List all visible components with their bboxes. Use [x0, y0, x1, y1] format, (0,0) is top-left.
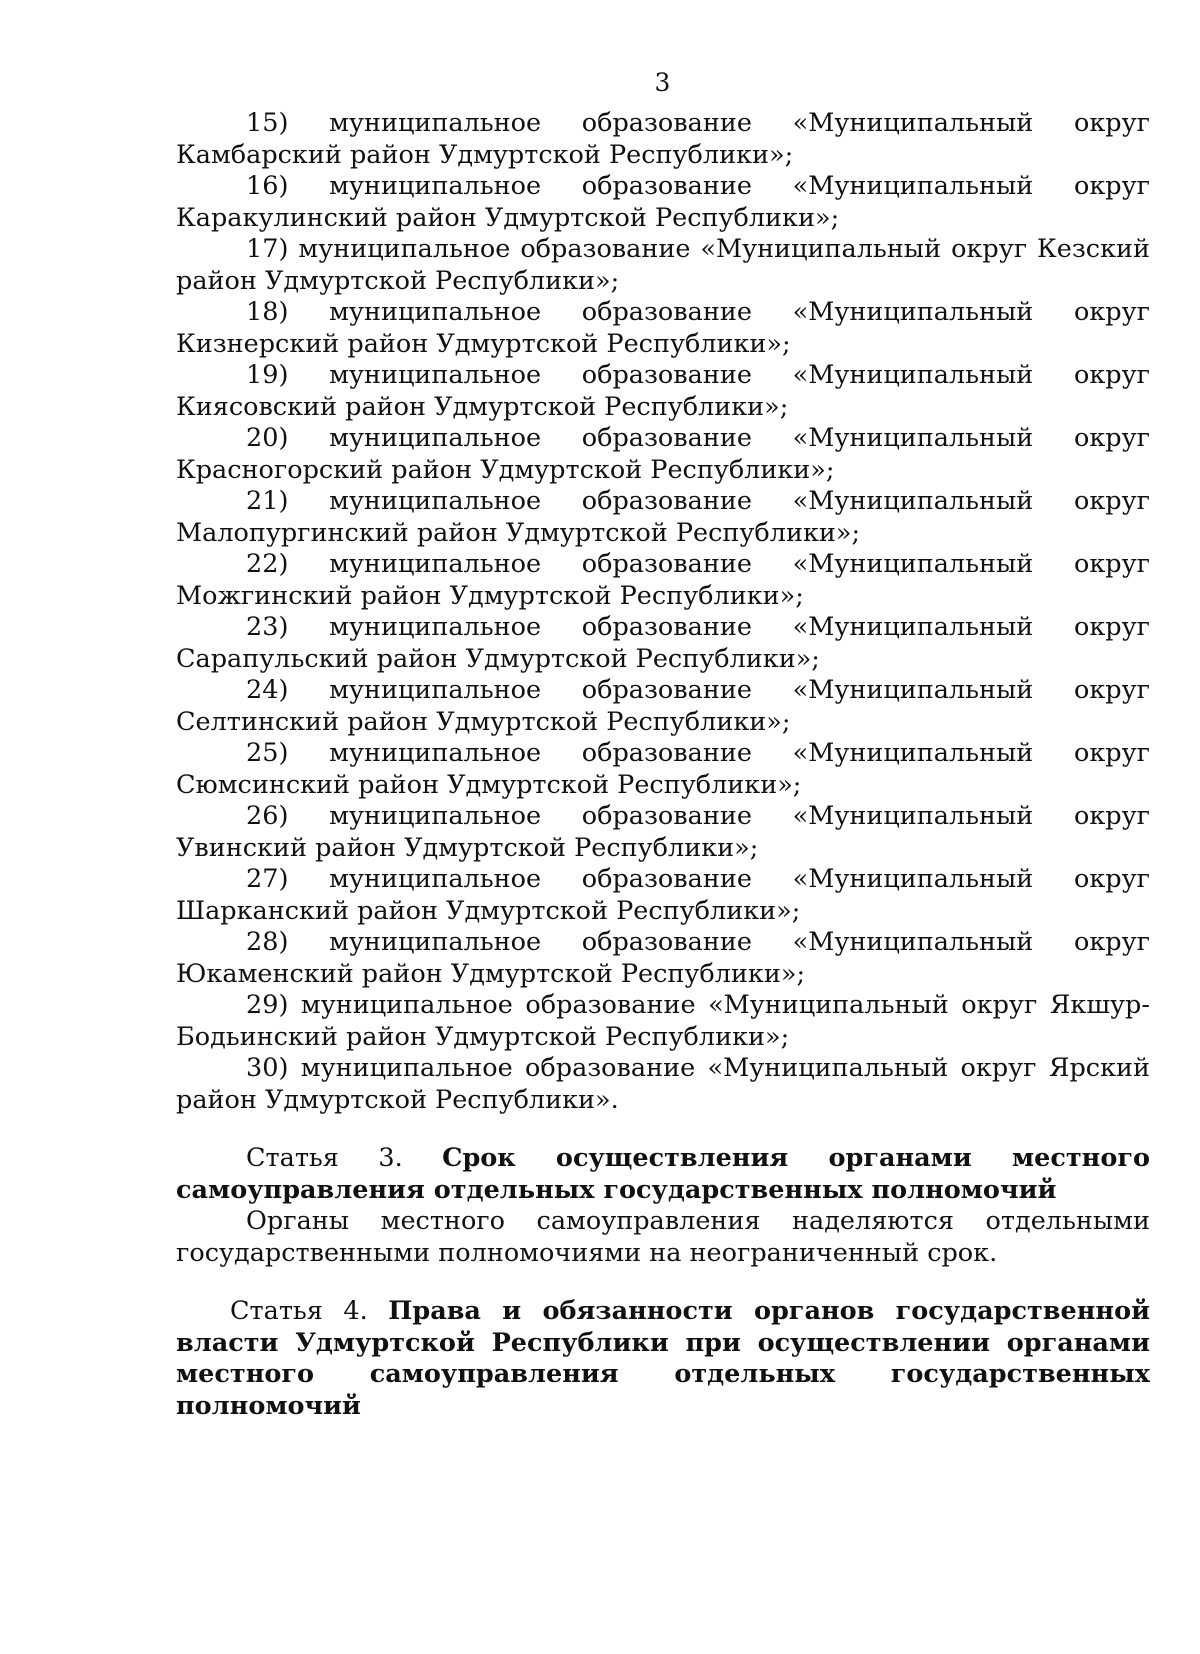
list-item: 27) муниципальное образование «Муниципальный округ Шарканский район Удмуртской Республики»;	[176, 864, 1150, 926]
list-item: 28) муниципальное образование «Муниципальный округ Юкаменский район Удмуртской Республики»;	[176, 927, 1150, 989]
article-3-body: Органы местного самоуправления наделяются отдельными государственными полномочиями на неограниченный срок.	[176, 1206, 1150, 1268]
article-4-title: Права и обязанности органов государственной власти Удмуртской Республики при осуществлении органами местного самоуправления отдельных государственных полномочий	[176, 1296, 1150, 1421]
list-item: 21) муниципальное образование «Муниципальный округ Малопургинский район Удмуртской Республики»;	[176, 486, 1150, 548]
list-item: 26) муниципальное образование «Муниципальный округ Увинский район Удмуртской Республики»;	[176, 801, 1150, 863]
list-item: 17) муниципальное образование «Муниципальный округ Кезский район Удмуртской Республики»;	[176, 234, 1150, 296]
list-item: 16) муниципальное образование «Муниципальный округ Каракулинский район Удмуртской Республики»;	[176, 171, 1150, 233]
article-4-number: Статья 4.	[230, 1296, 368, 1326]
article-3-heading	[176, 1143, 1150, 1206]
list-item: 19) муниципальное образование «Муниципальный округ Киясовский район Удмуртской Республики»;	[176, 360, 1150, 422]
list-item: 18) муниципальное образование «Муниципальный округ Кизнерский район Удмуртской Республики»;	[176, 297, 1150, 359]
list-item: 30) муниципальное образование «Муниципальный округ Ярский район Удмуртской Республики».	[176, 1053, 1150, 1115]
list-item: 15) муниципальное образование «Муниципальный округ Камбарский район Удмуртской Республики»;	[176, 108, 1150, 170]
article-3-number: Статья 3.	[246, 1143, 403, 1173]
list-item: 24) муниципальное образование «Муниципальный округ Селтинский район Удмуртской Республики»;	[176, 675, 1150, 737]
article-3-title: Срок осуществления органами местного самоуправления отдельных государственных полномочий	[176, 1143, 1150, 1205]
list-item: 29) муниципальное образование «Муниципальный округ Якшур-Бодьинский район Удмуртской Республики»;	[176, 990, 1150, 1052]
list-item: 23) муниципальное образование «Муниципальный округ Сарапульский район Удмуртской Республики»;	[176, 612, 1150, 674]
list-item: 25) муниципальное образование «Муниципальный округ Сюмсинский район Удмуртской Республики»;	[176, 738, 1150, 800]
document-body	[176, 108, 1150, 1422]
list-item: 20) муниципальное образование «Муниципальный округ Красногорский район Удмуртской Республики»;	[176, 423, 1150, 485]
page-number: 3	[654, 68, 671, 97]
list-item: 22) муниципальное образование «Муниципальный округ Можгинский район Удмуртской Республики»;	[176, 549, 1150, 611]
municipal-list	[176, 108, 1150, 1116]
article-4-heading	[176, 1296, 1150, 1422]
